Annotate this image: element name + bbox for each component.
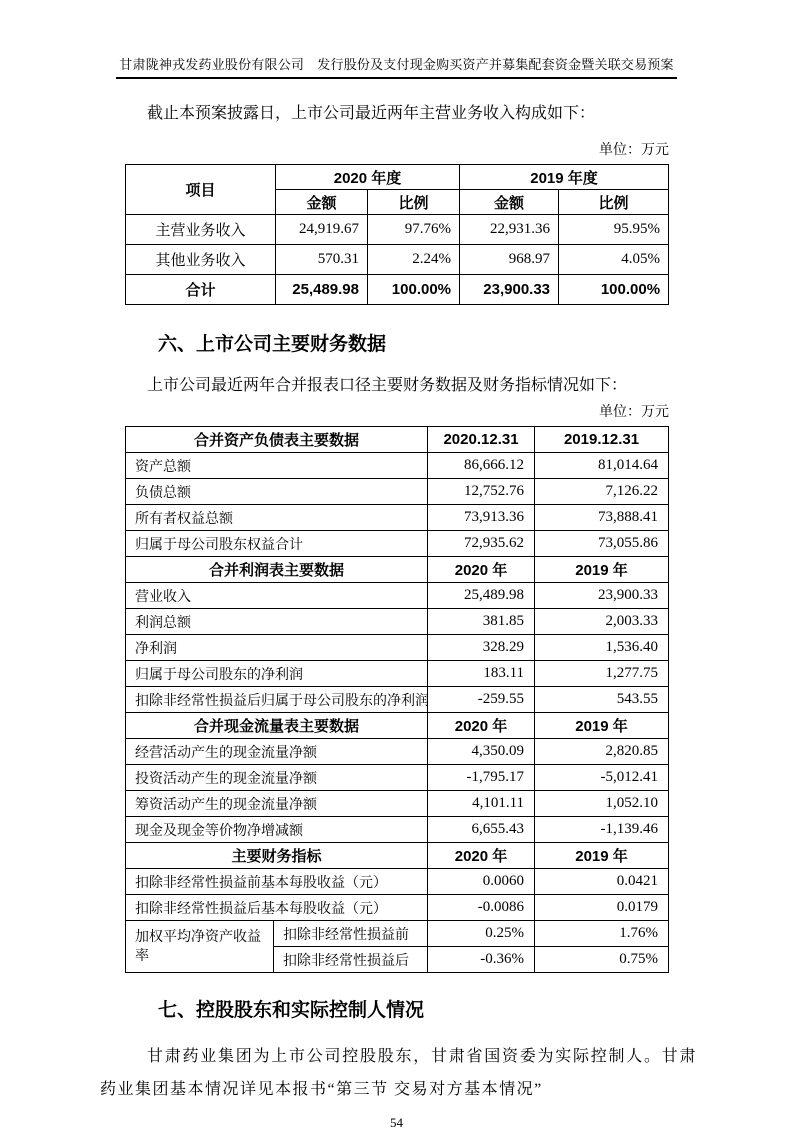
table-row [126,609,669,635]
table-row [126,215,669,245]
cell-2019: 81,014.64 [535,453,669,479]
intro-paragraph: 截止本预案披露日，上市公司最近两年主营业务收入构成如下： [147,105,596,122]
cell-sublabel: 扣除非经常性损益前 [274,921,428,947]
cell-2020: 4,350.09 [428,739,535,765]
table-row [126,479,669,505]
cell-ratio-2019: 95.95% [559,215,669,245]
cell-2019: 0.0179 [535,895,669,921]
cell-2020: -259.55 [428,687,535,713]
cell-2019: 2,820.85 [535,739,669,765]
cell-2019: 23,900.33 [535,583,669,609]
cell-ratio-2019: 4.05% [559,245,669,275]
cell-label: 扣除非经常性损益前基本每股收益（元） [126,869,428,895]
cell-label: 归属于母公司股东权益合计 [126,531,428,557]
cell-label: 扣除非经常性损益后归属于母公司股东的净利润 [126,687,428,713]
table-row [126,921,669,947]
cell-group-label: 加权平均净资产收益率 [126,921,274,973]
section-heading-6: 六、上市公司主要财务数据 [158,334,387,355]
financial-data-table [125,426,669,973]
section-header-row [126,713,669,739]
page-content [100,103,697,1106]
section6-paragraph: 上市公司最近两年合并报表口径主要财务数据及财务指标情况如下： [147,377,628,394]
col-header-2020: 2020.12.31 [428,427,535,453]
cell-2020: 0.0060 [428,869,535,895]
document-title: 甘肃陇神戎发药业股份有限公司 发行股份及支付现金购买资产并募集配套资金暨关联交易预案 [116,54,676,79]
section-header-row [126,427,669,453]
page-number: 54 [390,1115,403,1130]
cell-label: 利润总额 [126,609,428,635]
table-row [126,583,669,609]
cell-2019: 0.75% [535,947,669,973]
cell-amount-2019: 968.97 [460,245,559,275]
section-header-income-statement: 合并利润表主要数据 [126,557,428,583]
table-row [126,245,669,275]
unit-label: 单位：万元 [599,143,669,158]
section-heading-7: 七、控股股东和实际控制人情况 [158,1000,425,1021]
table-row [126,531,669,557]
cell-2019: -1,139.46 [535,817,669,843]
table-row [126,687,669,713]
table-row [126,453,669,479]
cell-2019: 1,277.75 [535,661,669,687]
cell-2019: 73,888.41 [535,505,669,531]
cell-label: 归属于母公司股东的净利润 [126,661,428,687]
section-header-row [126,557,669,583]
cell-label: 现金及现金等价物净增减额 [126,817,428,843]
cell-2020: 12,752.76 [428,479,535,505]
cell-label: 投资活动产生的现金流量净额 [126,765,428,791]
cell-ratio-2020: 97.76% [368,215,460,245]
cell-2019: -5,012.41 [535,765,669,791]
cell-ratio-2019: 100.00% [559,275,669,305]
cell-2020: 73,913.36 [428,505,535,531]
unit-label: 单位：万元 [599,405,669,420]
col-header-amount-2020: 金额 [276,190,368,215]
cell-label: 负债总额 [126,479,428,505]
col-header-2019: 2019 年 [535,557,669,583]
cell-ratio-2020: 100.00% [368,275,460,305]
cell-2019: 543.55 [535,687,669,713]
col-header-2020: 2020 年 [428,843,535,869]
table-row [126,817,669,843]
cell-amount-2020: 570.31 [276,245,368,275]
table-row [126,869,669,895]
cell-2020: 381.85 [428,609,535,635]
col-header-2019: 2019 年度 [460,165,669,190]
cell-label: 营业收入 [126,583,428,609]
table-row [126,739,669,765]
cell-amount-2020: 24,919.67 [276,215,368,245]
table-row [126,661,669,687]
cell-2020: 86,666.12 [428,453,535,479]
cell-label: 净利润 [126,635,428,661]
cell-sublabel: 扣除非经常性损益后 [274,947,428,973]
cell-2020: 25,489.98 [428,583,535,609]
table-total-row [126,275,669,305]
cell-amount-2019: 22,931.36 [460,215,559,245]
cell-2019: 1,536.40 [535,635,669,661]
col-header-ratio-2019: 比例 [559,190,669,215]
col-header-ratio-2020: 比例 [368,190,460,215]
cell-2020: 0.25% [428,921,535,947]
table-header-row [126,165,669,190]
col-header-2020: 2020 年 [428,557,535,583]
col-header-2020: 2020 年 [428,713,535,739]
cell-2020: -0.36% [428,947,535,973]
section-header-row [126,843,669,869]
revenue-composition-table [125,164,669,305]
cell-item: 其他业务收入 [126,245,276,275]
section-header-key-indicators: 主要财务指标 [126,843,428,869]
cell-2019: 73,055.86 [535,531,669,557]
section7-paragraph: 甘肃药业集团为上市公司控股股东，甘肃省国资委为实际控制人。甘肃药业集团基本情况详见本报书“第三节 交易对方基本情况” [100,1048,697,1098]
section-header-balance-sheet: 合并资产负债表主要数据 [126,427,428,453]
cell-2019: 1,052.10 [535,791,669,817]
cell-amount-2020: 25,489.98 [276,275,368,305]
cell-2020: 183.11 [428,661,535,687]
cell-2019: 0.0421 [535,869,669,895]
col-header-2019: 2019.12.31 [535,427,669,453]
cell-label: 扣除非经常性损益后基本每股收益（元） [126,895,428,921]
table-row [126,895,669,921]
table-row [126,765,669,791]
cell-item: 主营业务收入 [126,215,276,245]
section-header-cash-flow: 合并现金流量表主要数据 [126,713,428,739]
col-header-2019: 2019 年 [535,843,669,869]
table-row [126,791,669,817]
cell-2020: 328.29 [428,635,535,661]
cell-2020: -0.0086 [428,895,535,921]
cell-label: 筹资活动产生的现金流量净额 [126,791,428,817]
cell-2019: 7,126.22 [535,479,669,505]
cell-2020: 6,655.43 [428,817,535,843]
col-header-2020: 2020 年度 [276,165,460,190]
cell-2019: 1.76% [535,921,669,947]
cell-amount-2019: 23,900.33 [460,275,559,305]
cell-ratio-2020: 2.24% [368,245,460,275]
cell-item: 合计 [126,275,276,305]
cell-label: 资产总额 [126,453,428,479]
col-header-amount-2019: 金额 [460,190,559,215]
table-row [126,505,669,531]
cell-label: 经营活动产生的现金流量净额 [126,739,428,765]
running-header [0,0,793,79]
cell-label: 所有者权益总额 [126,505,428,531]
cell-2020: 4,101.11 [428,791,535,817]
col-header-item: 项目 [126,165,276,215]
table-row [126,635,669,661]
cell-2020: 72,935.62 [428,531,535,557]
cell-2019: 2,003.33 [535,609,669,635]
cell-2020: -1,795.17 [428,765,535,791]
col-header-2019: 2019 年 [535,713,669,739]
